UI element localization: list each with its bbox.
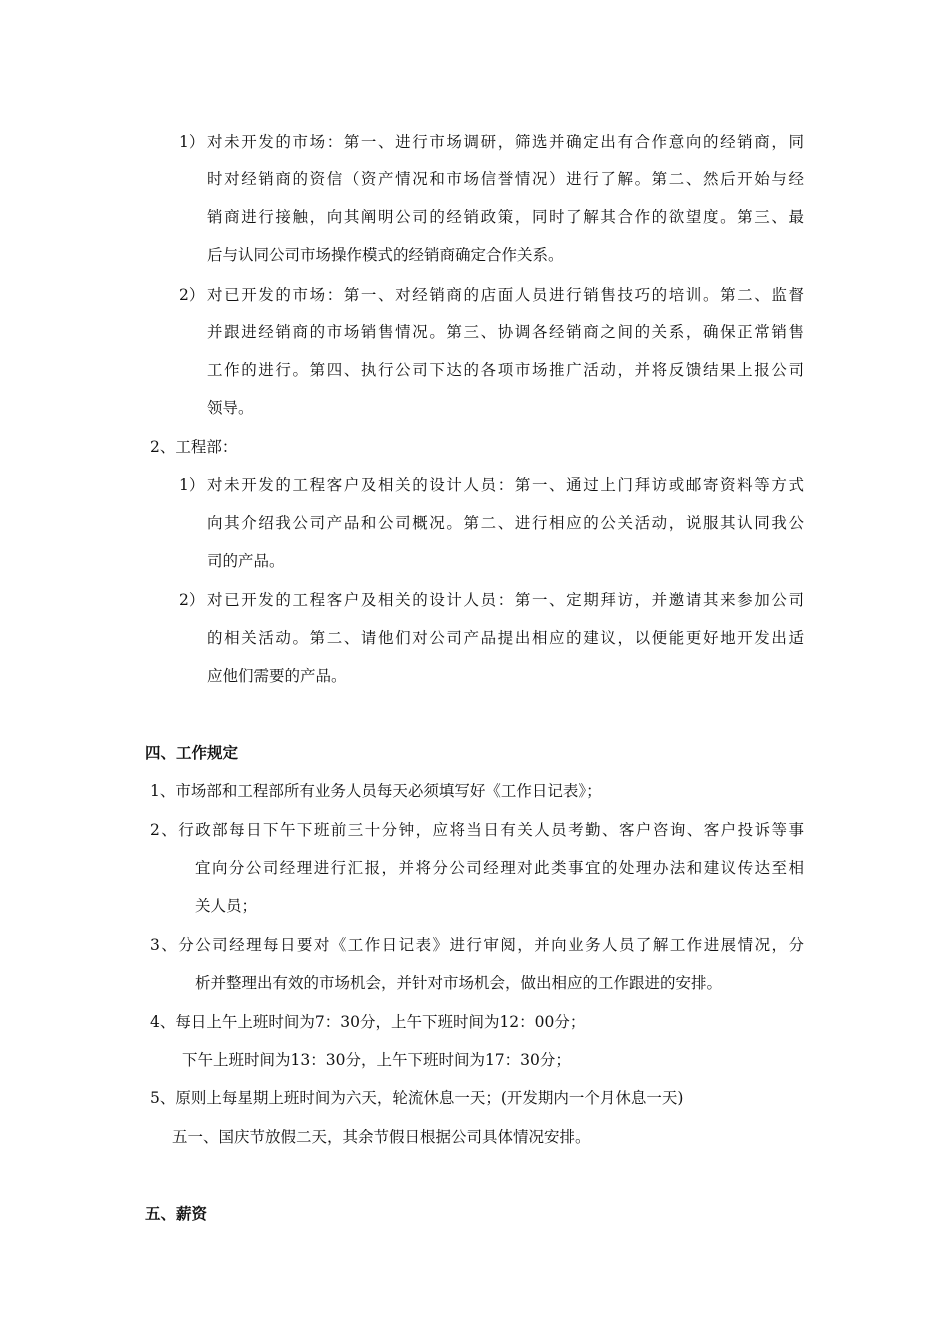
item-text-line: 对已开发的工程客户及相关的设计人员：第一、定期拜访，并邀请其来参加公司 <box>207 591 804 609</box>
rule-text-line: 1、市场部和工程部所有业务人员每天必须填写好《工作日记表》； <box>150 782 602 800</box>
item-number: 1） <box>179 133 205 151</box>
item-number: 2） <box>179 286 205 304</box>
item-text-line: 向其介绍我公司产品和公司概况。第二、进行相应的公关活动，说服其认同我公 <box>207 514 804 532</box>
rule-text-line: 析并整理出有效的市场机会，并针对市场机会，做出相应的工作跟进的安排。 <box>195 974 723 992</box>
item-text-line: 应他们需要的产品。 <box>207 667 347 685</box>
rule-text-line: 宜向分公司经理进行汇报，并将分公司经理对此类事宜的处理办法和建议传达至相 <box>195 859 804 877</box>
rule-text-line: 关人员； <box>195 897 258 915</box>
section-heading: 五、薪资 <box>145 1204 208 1223</box>
rule-text-line: 3、分公司经理每日要对《工作日记表》进行审阅，并向业务人员了解工作进展情况，分 <box>150 936 804 954</box>
item-text-line: 后与认同公司市场操作模式的经销商确定合作关系。 <box>207 246 564 264</box>
engineering-label: 2、工程部： <box>150 438 238 456</box>
item-text-line: 领导。 <box>207 399 254 417</box>
rule-text-line: 下午上班时间为13：30分，上午下班时间为17：30分； <box>182 1051 571 1069</box>
item-text-line: 对已开发的市场：第一、对经销商的店面人员进行销售技巧的培训。第二、监督 <box>207 286 804 304</box>
item-text-line: 工作的进行。第四、执行公司下达的各项市场推广活动，并将反馈结果上报公司 <box>207 361 804 379</box>
item-text-line: 对未开发的市场：第一、进行市场调研，筛选并确定出有合作意向的经销商，同 <box>207 133 804 151</box>
rule-text-line: 2、行政部每日下午下班前三十分钟，应将当日有关人员考勤、客户咨询、客户投诉等事 <box>150 821 804 839</box>
item-text-line: 对未开发的工程客户及相关的设计人员：第一、通过上门拜访或邮寄资料等方式 <box>207 476 804 494</box>
item-text-line: 销商进行接触，向其阐明公司的经销政策，同时了解其合作的欲望度。第三、最 <box>207 208 804 226</box>
rule-text-line: 5、原则上每星期上班时间为六天，轮流休息一天；(开发期内一个月休息一天) <box>150 1089 684 1107</box>
item-text-line: 的相关活动。第二、请他们对公司产品提出相应的建议，以便能更好地开发出适 <box>207 629 804 647</box>
item-text-line: 并跟进经销商的市场销售情况。第三、协调各经销商之间的关系，确保正常销售 <box>207 323 804 341</box>
item-number: 1） <box>179 476 205 494</box>
item-text-line: 时对经销商的资信（资产情况和市场信誉情况）进行了解。第二、然后开始与经 <box>207 170 804 188</box>
item-number: 2） <box>179 591 205 609</box>
section-heading: 四、工作规定 <box>145 743 239 762</box>
rule-text-line: 4、每日上午上班时间为7：30分，上午下班时间为12：00分； <box>150 1013 586 1031</box>
rule-text-line: 五一、国庆节放假二天，其余节假日根据公司具体情况安排。 <box>172 1128 591 1146</box>
item-text-line: 司的产品。 <box>207 552 285 570</box>
